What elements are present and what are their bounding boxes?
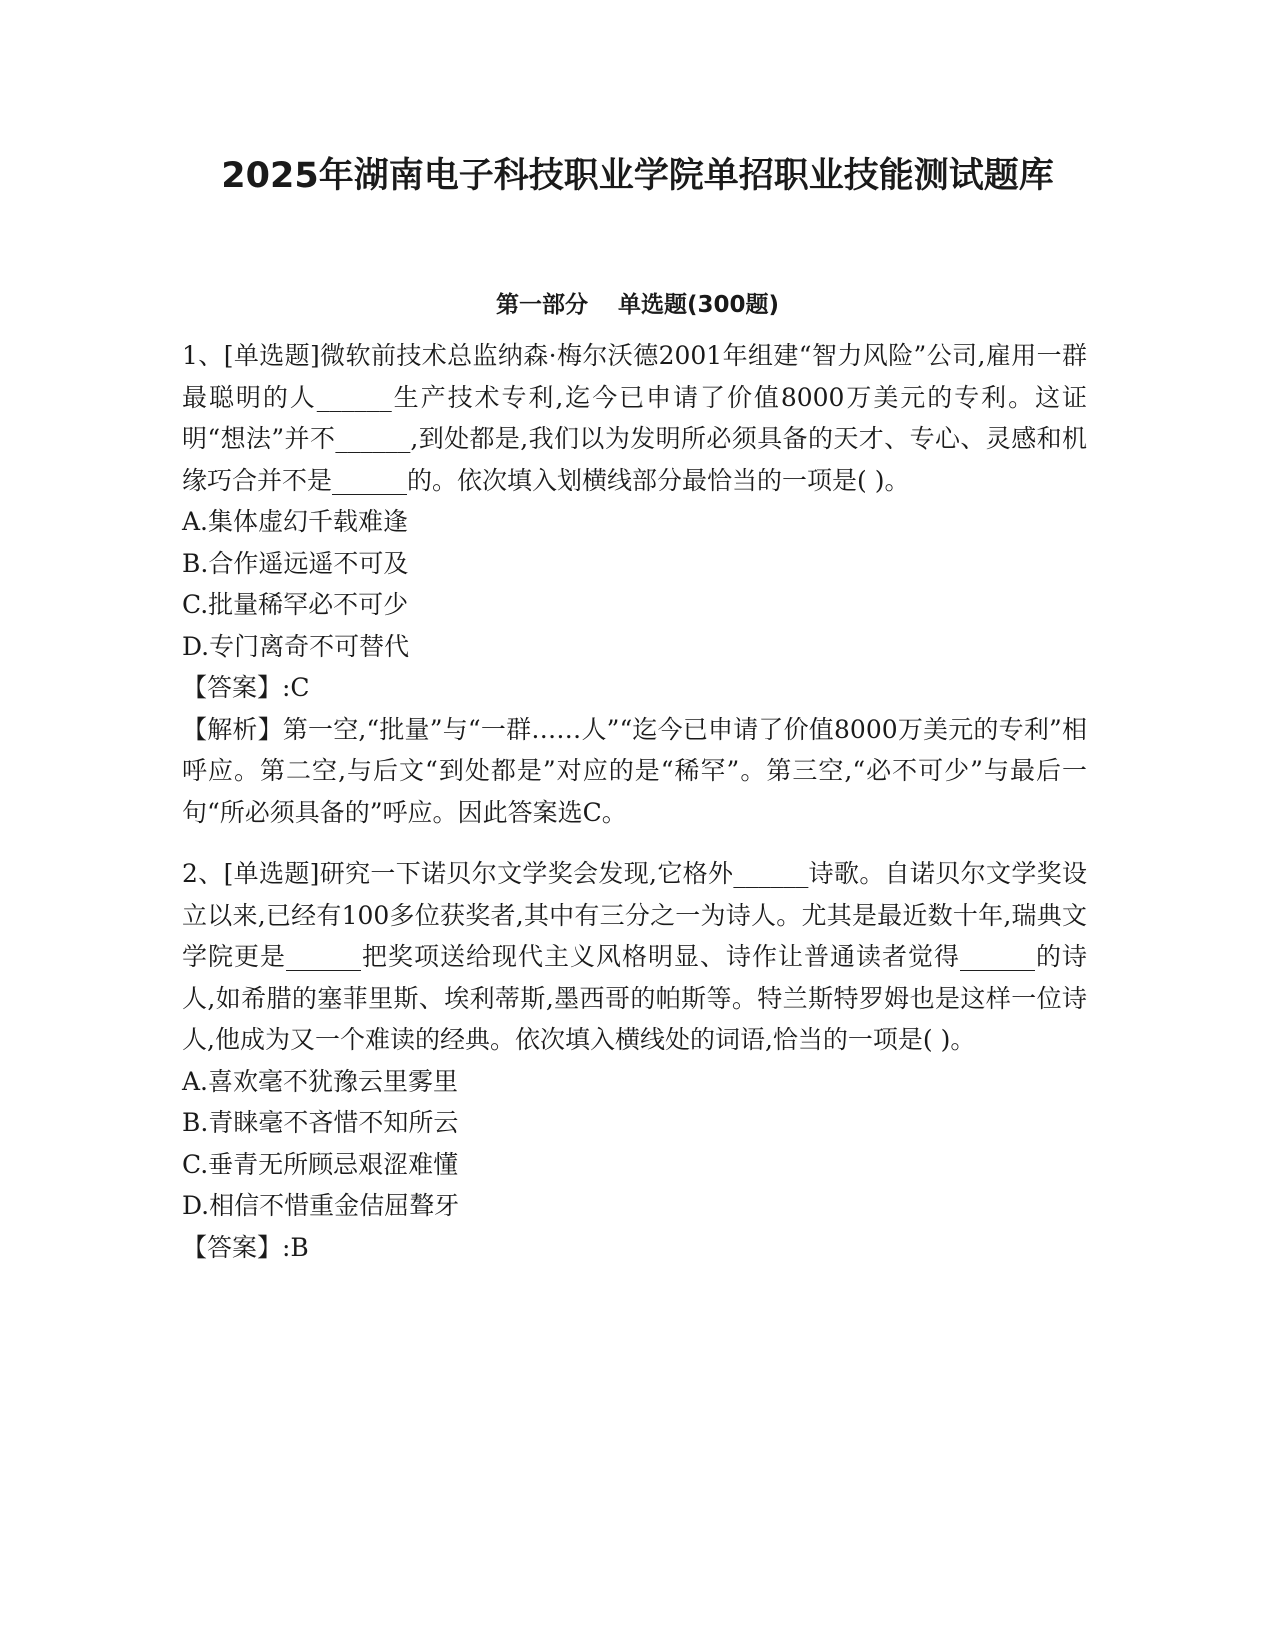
option-c: C.垂青无所顾忌艰涩难懂	[182, 1149, 459, 1179]
question-stem: 1、[单选题]微软前技术总监纳森·梅尔沃德2001年组建“智力风险”公司,雇用一群最聪明的人______生产技术专利,迄今已申请了价值8000万美元的专利。这证明“想法”并不______,到处都是,我们以为发明所必须具备的天才、专心、灵感和机缘巧合并不是______的。依次填入划横线部分最恰当的一项是( )。	[182, 341, 1087, 495]
option-a: A.喜欢毫不犹豫云里雾里	[182, 1066, 459, 1096]
question-2	[182, 853, 1087, 1268]
option-b: B.青睐毫不吝惜不知所云	[182, 1108, 459, 1137]
option-b: B.合作遥远遥不可及	[182, 548, 409, 578]
question-list	[182, 335, 1087, 1268]
option-a: A.集体虚幻千载难逢	[182, 507, 409, 536]
option-d: D.专门离奇不可替代	[182, 631, 410, 661]
option-c: C.批量稀罕必不可少	[182, 590, 409, 619]
option-d: D.相信不惜重金佶屈聱牙	[182, 1191, 460, 1220]
analysis: 【解析】第一空,“批量”与“一群……人”“迄今已申请了价值8000万美元的专利”相呼应。第二空,与后文“到处都是”对应的是“稀罕”。第三空,“必不可少”与最后一句“所必须具备的”呼应。因此答案选C。	[182, 714, 1087, 827]
question-1	[182, 335, 1087, 833]
answer: 【答案】:C	[182, 673, 310, 702]
section-name: 单选题(300题)	[617, 292, 780, 318]
section-heading	[0, 286, 1275, 319]
answer: 【答案】:B	[182, 1232, 309, 1262]
question-stem: 2、[单选题]研究一下诺贝尔文学奖会发现,它格外______诗歌。自诺贝尔文学奖设立以来,已经有100多位获奖者,其中有三分之一为诗人。尤其是最近数十年,瑞典文学院更是______把奖项送给现代主义风格明显、诗作让普通读者觉得______的诗人,如希腊的塞菲里斯、埃利蒂斯,墨西哥的帕斯等。特兰斯特罗姆也是这样一位诗人,他成为又一个难读的经典。依次填入横线处的词语,恰当的一项是( )。	[182, 859, 1087, 1054]
document-title: 2025年湖南电子科技职业学院单招职业技能测试题库	[221, 156, 1054, 196]
section-part: 第一部分	[495, 292, 588, 318]
